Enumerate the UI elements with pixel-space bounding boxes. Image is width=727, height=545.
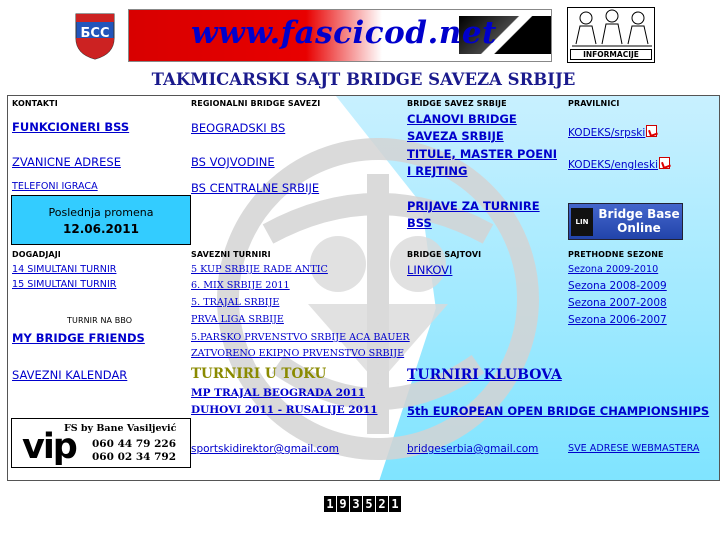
- pdf-icon[interactable]: [646, 125, 657, 137]
- link-sportskidirektor-email[interactable]: sportskidirektor@gmail.com: [191, 443, 339, 455]
- info-people-icon: [568, 8, 654, 48]
- header-pravilnici: PRAVILNICI: [568, 99, 620, 108]
- info-button[interactable]: [567, 7, 655, 63]
- link-prva-liga[interactable]: PRVA LIGA SRBIJE: [191, 314, 284, 325]
- last-change-box: [11, 195, 191, 245]
- vip-phone-1: 060 44 79 226: [92, 438, 177, 450]
- svg-text:БСС: БСС: [80, 26, 110, 41]
- header-kontakti: KONTAKTI: [12, 99, 58, 108]
- pdf-icon[interactable]: [659, 157, 670, 169]
- link-bridgeserbia-email[interactable]: bridgeserbia@gmail.com: [407, 443, 539, 455]
- bss-logo[interactable]: [72, 8, 118, 60]
- link-titule[interactable]: TITULE, MASTER POENI I REJTING: [407, 147, 558, 178]
- last-change-label: Poslednja promena: [48, 206, 154, 219]
- turniri-u-toku-heading: TURNIRI U TOKU: [191, 366, 327, 382]
- link-prijave[interactable]: PRIJAVE ZA TURNIRE BSS: [407, 199, 540, 230]
- link-clanovi[interactable]: CLANOVI BRIDGE SAVEZA SRBIJE: [407, 112, 517, 143]
- counter-digit: 5: [363, 496, 375, 512]
- link-telefoni-igraca[interactable]: TELEFONI IGRACA: [12, 181, 98, 192]
- link-kodeks-srpski[interactable]: KODEKS/srpski: [568, 127, 646, 139]
- bbo-lin-icon: LIN: [571, 208, 593, 236]
- link-sezona-2006-2007[interactable]: Sezona 2006-2007: [568, 314, 667, 326]
- link-funkcioneri[interactable]: FUNKCIONERI BSS: [12, 120, 130, 134]
- header-bridge-savez: BRIDGE SAVEZ SRBIJE: [407, 99, 507, 108]
- link-sezona-2009-2010[interactable]: Sezona 2009-2010: [568, 264, 659, 275]
- link-sezona-2007-2008[interactable]: Sezona 2007-2008: [568, 297, 667, 309]
- link-sve-adrese-webmastera[interactable]: SVE ADRESE WEBMASTERA: [568, 443, 700, 454]
- counter-digit: 1: [324, 496, 336, 512]
- page-title: TAKMICARSKI SAJT BRIDGE SAVEZA SRBIJE: [151, 70, 576, 89]
- bbo-label: Bridge Base Online: [598, 207, 680, 235]
- link-kodeks-engleski[interactable]: KODEKS/engleski: [568, 159, 659, 171]
- link-15-simultani[interactable]: 15 SIMULTANI TURNIR: [12, 279, 117, 290]
- header-turnir-na-bbo: TURNIR NA BBO: [67, 316, 133, 325]
- link-kup-srbije[interactable]: 5 KUP SRBIJE RADE ANTIC: [191, 264, 328, 275]
- header-savezni-turniri: SAVEZNI TURNIRI: [191, 250, 271, 259]
- link-mix-srbije[interactable]: 6. MIX SRBIJE 2011: [191, 280, 290, 291]
- link-savezni-kalendar[interactable]: SAVEZNI KALENDAR: [12, 368, 128, 382]
- kodeks-srpski-row: [568, 121, 657, 140]
- kodeks-engleski-row: [568, 153, 670, 172]
- fascicod-banner[interactable]: [128, 9, 552, 62]
- vip-brand: vip: [22, 427, 76, 467]
- link-mp-trajal-beograda[interactable]: MP TRAJAL BEOGRADA 2011: [191, 387, 366, 399]
- header-prethodne-sezone: PRETHODNE SEZONE: [568, 250, 664, 259]
- last-change-date: 12.06.2011: [63, 222, 139, 236]
- link-linkovi[interactable]: LINKOVI: [407, 263, 453, 277]
- link-bs-vojvodine[interactable]: BS VOJVODINE: [191, 155, 275, 169]
- counter-digit: 9: [337, 496, 349, 512]
- link-ekipno-prvenstvo[interactable]: ZATVORENO EKIPNO PRVENSTVO SRBIJE: [191, 348, 405, 359]
- info-label: INFORMACIJE: [570, 49, 652, 60]
- visit-counter: [324, 496, 401, 512]
- counter-digit: 1: [389, 496, 401, 512]
- vip-by-line: FS by Bane Vasiljević: [64, 423, 177, 434]
- link-beogradski-bs[interactable]: BEOGRADSKI BS: [191, 121, 286, 135]
- link-duhovi-rusalije[interactable]: DUHOVI 2011 - RUSALIJE 2011: [191, 404, 378, 416]
- counter-digit: 3: [350, 496, 362, 512]
- banner-site-text: www.fascicod.net: [191, 15, 497, 51]
- link-european-championships[interactable]: 5th EUROPEAN OPEN BRIDGE CHAMPIONSHIPS: [407, 404, 710, 418]
- header-bridge-sajtovi: BRIDGE SAJTOVI: [407, 250, 482, 259]
- vip-phone-2: 060 02 34 792: [92, 451, 177, 463]
- link-14-simultani[interactable]: 14 SIMULTANI TURNIR: [12, 264, 117, 275]
- vip-sponsor-banner[interactable]: [11, 418, 191, 468]
- header-dogadjaji: DOGADJAJI: [12, 250, 61, 259]
- link-my-bridge-friends[interactable]: MY BRIDGE FRIENDS: [12, 331, 145, 345]
- link-turniri-klubova[interactable]: TURNIRI KLUBOVA: [407, 367, 562, 383]
- link-bs-centralne-srbije[interactable]: BS CENTRALNE SRBIJE: [191, 181, 320, 195]
- link-zvanicne-adrese[interactable]: ZVANICNE ADRESE: [12, 155, 121, 169]
- link-sezona-2008-2009[interactable]: Sezona 2008-2009: [568, 280, 667, 292]
- header-regionalni: REGIONALNI BRIDGE SAVEZI: [191, 99, 321, 108]
- bridge-base-online-button[interactable]: [568, 203, 683, 240]
- counter-digit: 2: [376, 496, 388, 512]
- link-parsko-prvenstvo[interactable]: 5.PARSKO PRVENSTVO SRBIJE ACA BAUER: [191, 332, 410, 343]
- link-trajal-srbije[interactable]: 5. TRAJAL SRBIJE: [191, 297, 280, 308]
